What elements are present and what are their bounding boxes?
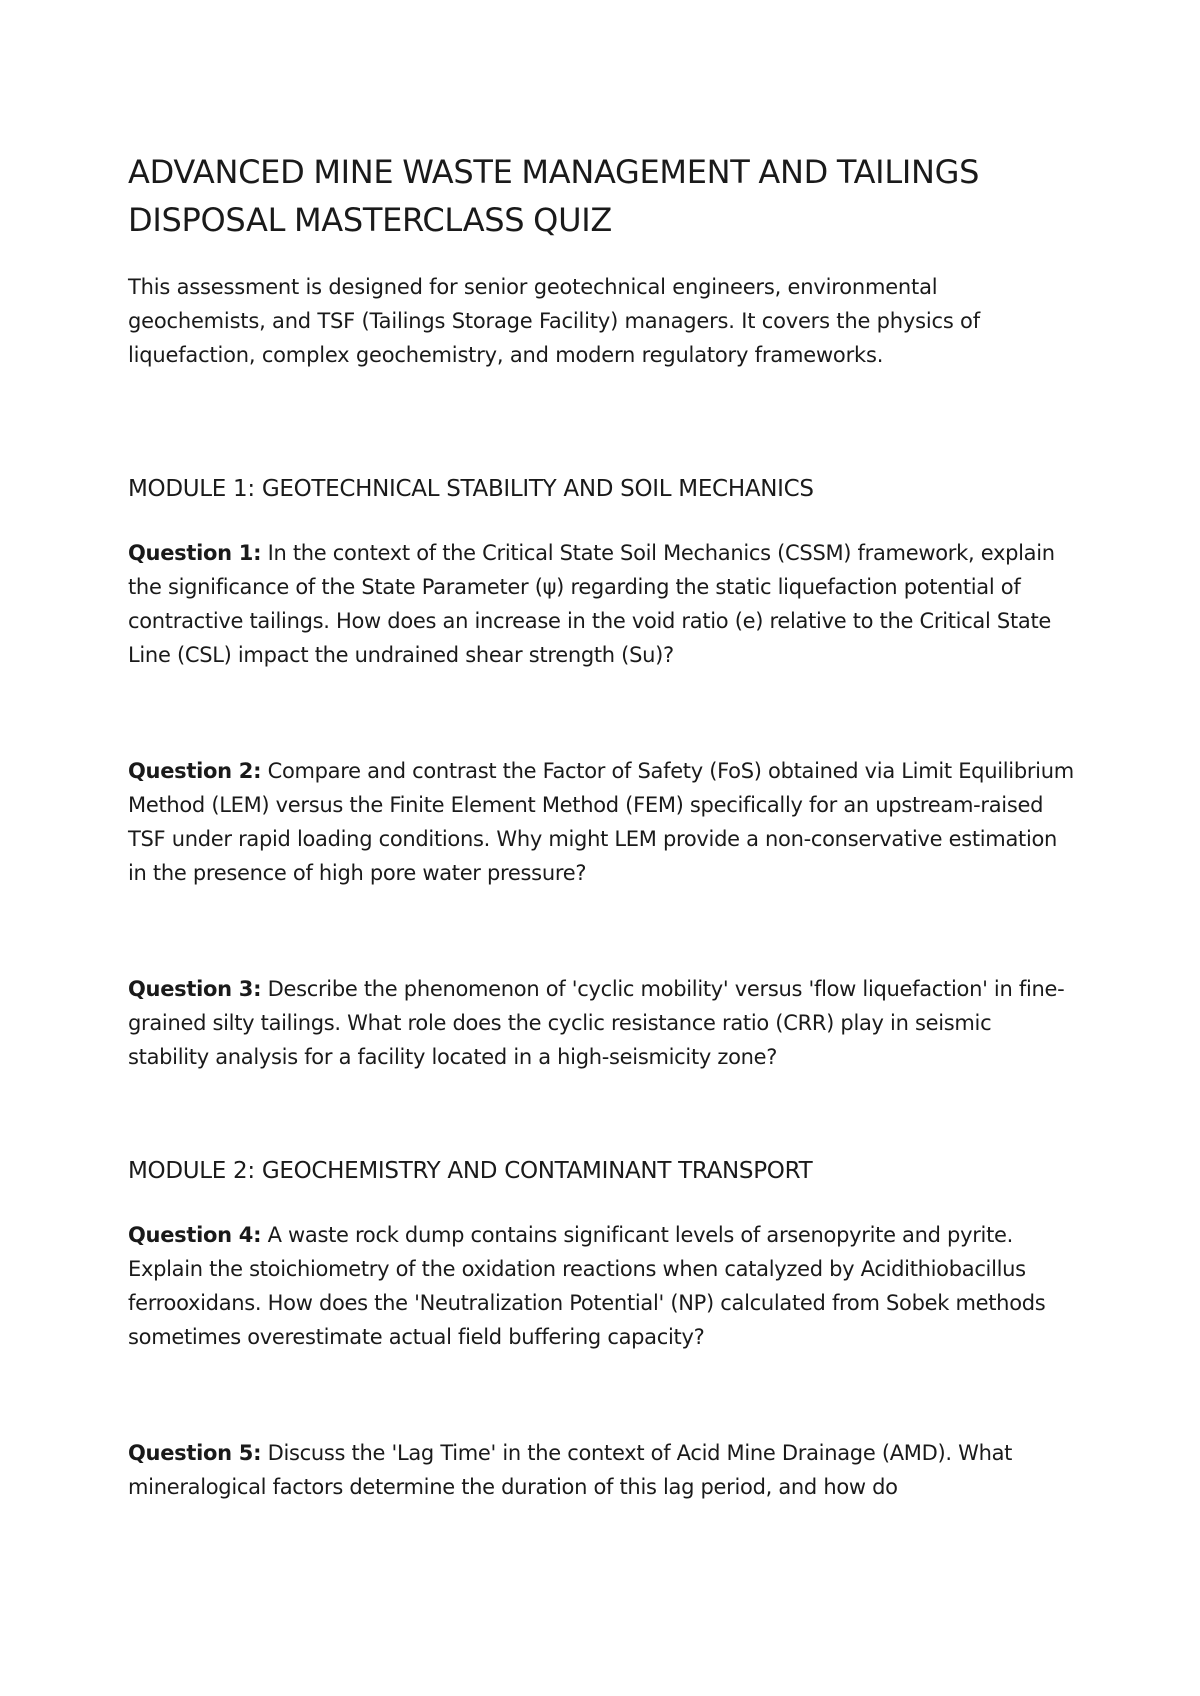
question-3-label: Question 3:	[128, 977, 262, 1001]
question-2	[128, 754, 1078, 890]
question-2-label: Question 2:	[128, 759, 262, 783]
question-5-text: Discuss the 'Lag Time' in the context of Acid Mine Drainage (AMD). What mineralogical factors determine the duration of this lag period, and how do	[128, 1441, 1013, 1499]
question-4-label: Question 4:	[128, 1223, 262, 1247]
question-5-label: Question 5:	[128, 1441, 262, 1465]
question-4	[128, 1218, 1078, 1354]
module-2-heading: MODULE 2: GEOCHEMISTRY AND CONTAMINANT TRANSPORT	[128, 1158, 813, 1184]
question-1-label: Question 1:	[128, 541, 262, 565]
question-3-text: Describe the phenomenon of 'cyclic mobility' versus 'flow liquefaction' in fine-grained silty tailings. What role does the cyclic resistance ratio (CRR) play in seismic stability analysis for a facility located in a high-seismicity zone?	[128, 977, 1065, 1069]
question-1-text: In the context of the Critical State Soil Mechanics (CSSM) framework, explain the significance of the State Parameter (ψ) regarding the static liquefaction potential of contractive tailings. How does an increase in the void ratio (e) relative to the Critical State Line (CSL) impact the undrained shear strength (Su)?	[128, 541, 1055, 667]
module-1-heading: MODULE 1: GEOTECHNICAL STABILITY AND SOIL MECHANICS	[128, 476, 814, 502]
document-title: ADVANCED MINE WASTE MANAGEMENT AND TAILINGS DISPOSAL MASTERCLASS QUIZ	[128, 153, 980, 239]
intro-paragraph: This assessment is designed for senior geotechnical engineers, environmental geochemists, and TSF (Tailings Storage Facility) managers. It covers the physics of liquefaction, complex geochemistry, and modern regulatory frameworks.	[128, 275, 980, 367]
question-1	[128, 536, 1078, 672]
document-page	[128, 148, 1078, 1504]
question-4-text: A waste rock dump contains significant levels of arsenopyrite and pyrite. Explain the stoichiometry of the oxidation reactions when catalyzed by Acidithiobacillus ferrooxidans. How does the 'Neutralization Potential' (NP) calculated from Sobek methods sometimes overestimate actual field buffering capacity?	[128, 1223, 1046, 1349]
question-5	[128, 1436, 1078, 1504]
question-2-text: Compare and contrast the Factor of Safety (FoS) obtained via Limit Equilibrium Method (LEM) versus the Finite Element Method (FEM) specifically for an upstream-raised TSF under rapid loading conditions. Why might LEM provide a non-conservative estimation in the presence of high pore water pressure?	[128, 759, 1074, 885]
question-3	[128, 972, 1078, 1074]
